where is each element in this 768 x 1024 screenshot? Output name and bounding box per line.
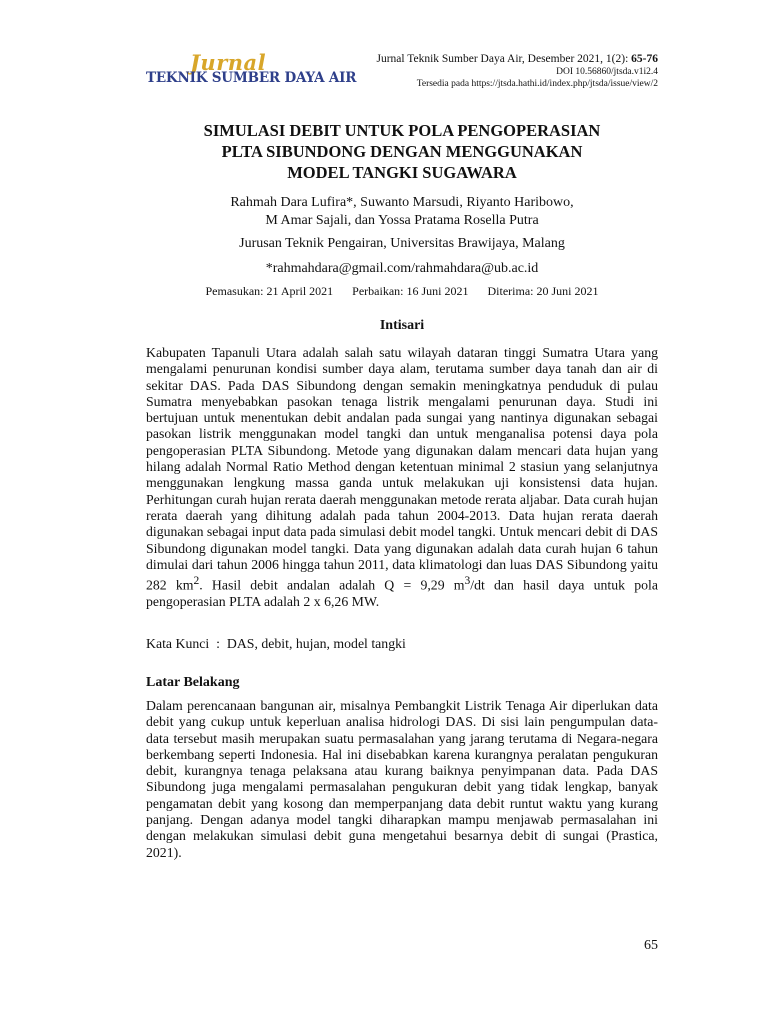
date-accepted: Diterima: 20 Juni 2021 xyxy=(487,284,599,298)
title-line-1: SIMULASI DEBIT UNTUK POLA PENGOPERASIAN xyxy=(203,121,601,140)
abstract-part-1: Kabupaten Tapanuli Utara adalah salah satu wilayah dataran tinggi Sumatra Utara yang mengalami penurunan kondisi sumber daya alam, terutama sumber daya tanah dan air di sekitar DAS. Pada DAS Sibundong dengan semakin meningkatnya penduduk di pulau Sumatra menyebabkan pasokan tenaga listrik mengalami penurunan daya. Studi ini bertujuan untuk menentukan debit andalan pada sungai yang nantinya digunakan sebagai pasokan listrik menggunakan model tangki dan untuk menganalisa potensi daya pola pengoperasian PLTA Sibundong. Metode yang digunakan dalam mencari data hujan yang hilang adalah Normal Ratio Method dengan ketentuan minimal 2 stasiun yang selanjutnya menggunakan lengkung massa ganda untuk melakukan uji konsistensi data hujan. Perhitungan curah hujan rerata daerah menggunakan metode rerata aljabar. Data curah hujan rerata daerah yang dihitung adalah pada tahun 2004-2013. Data hujan rerata daerah digunakan sebagai input data pada simulasi debit model tangki. Untuk mencari debit di DAS Sibundong digunakan model tangki. Data yang digunakan adalah data curah hujan 6 tahun dimulai dari tahun 2006 hingga tahun 2011, data klimatologi dan luas DAS Sibundong yaitu 282 km xyxy=(146,345,658,593)
citation-line xyxy=(376,52,658,66)
journal-logo xyxy=(146,50,357,90)
date-received: Pemasukan: 21 April 2021 xyxy=(205,284,334,298)
availability-line: Tersedia pada https://jtsda.hathi.id/index.php/jtsda/issue/view/2 xyxy=(416,79,658,89)
page-range: 65-76 xyxy=(631,53,658,65)
submission-dates xyxy=(146,284,658,299)
affiliation: Jurusan Teknik Pengairan, Universitas Brawijaya, Malang xyxy=(239,236,565,251)
authors-line-2: M Amar Sajali, dan Yossa Pratama Rosella Putra xyxy=(265,213,539,228)
section-body: Dalam perencanaan bangunan air, misalnya Pembangkit Listrik Tenaga Air diperlukan data debit yang cukup untuk keperluan analisa hidrologi DAS. Di sisi lain pengumpulan data-data tersebut masih merupakan suatu permasalahan yang jarang terutama di Negara-negara berkembang seperti Indonesia. Hal ini disebabkan karena kurangnya peralatan pengukuran debit, kurangnya tenaga pelaksana atau kurang baiknya penyimpanan data. Pada DAS Sibundong juga mengalami permasalahan pengukuran debit yang tidak lengkap, banyak pengamatan debit yang kosong dan memperpanjang data debit runtut waktu yang kurang panjang. Dengan adanya model tangki diharapkan mampu menjawab permasalahan ini dengan melakukan simulasi debit guna mengetahui besarnya debit di sungai (Prastica, 2021). xyxy=(146,698,658,860)
title-line-3: MODEL TANGKI SUGAWARA xyxy=(287,163,517,182)
abstract-text xyxy=(146,345,658,610)
authors-line-1: Rahmah Dara Lufira*, Suwanto Marsudi, Riyanto Haribowo, xyxy=(230,195,574,210)
header-meta xyxy=(376,52,658,90)
abstract-heading: Intisari xyxy=(379,318,425,333)
doi-line: DOI 10.56860/jtsda.v1i2.4 xyxy=(556,67,658,77)
citation-text: Jurnal Teknik Sumber Daya Air, Desember 2021, 1(2): xyxy=(376,53,632,65)
date-revised: Perbaikan: 16 Juni 2021 xyxy=(352,284,469,298)
keywords-line xyxy=(146,636,406,652)
section-heading: Latar Belakang xyxy=(146,675,240,690)
paper-title xyxy=(146,120,658,183)
abstract-part-2: . Hasil debit andalan adalah Q = 9,29 m xyxy=(199,577,465,593)
keywords-value: DAS, debit, hujan, model tangki xyxy=(226,636,406,651)
abstract-part-3: /dt dan hasil daya untuk pola pengoperasian PLTA adalah 2 x 6,26 MW. xyxy=(146,577,659,610)
logo-main-text: TEKNIK SUMBER DAYA AIR xyxy=(146,70,357,86)
keywords-label: Kata Kunci xyxy=(146,636,210,651)
page-number: 65 xyxy=(644,938,658,953)
email: *rahmahdara@gmail.com/rahmahdara@ub.ac.id xyxy=(265,261,539,276)
superscript-area-unit: 2 xyxy=(193,575,200,588)
superscript-volume-unit: 3 xyxy=(464,575,471,588)
keywords-separator: : xyxy=(216,636,220,651)
title-line-2: PLTA SIBUNDONG DENGAN MENGGUNAKAN xyxy=(221,142,583,161)
logo-script-text: Jurnal xyxy=(190,50,267,75)
